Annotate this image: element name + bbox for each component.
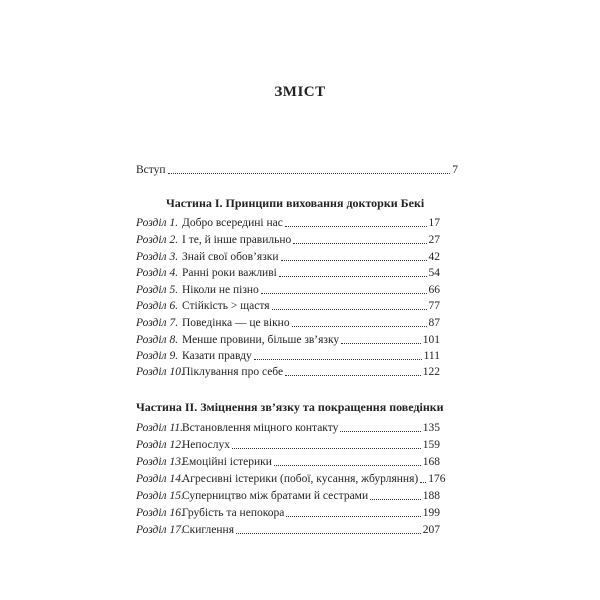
chapter-label: Розділ 9. [136,350,179,362]
chapter-label: Розділ 12. [136,439,184,451]
chapter-title: Менше провини, більше зв’язку [182,334,340,346]
leader-dots [292,326,427,327]
toc-title: Вступ [136,164,166,176]
leader-dots [272,309,427,310]
chapter-page: 77 [428,300,440,312]
chapter-title: Агресивні істерики (побої, кусання, жбурляння) [182,473,419,485]
chapter-label: Розділ 3. [136,251,179,263]
chapter-label: Розділ 13. [136,456,184,468]
chapter-title: Казати правду [182,350,252,362]
chapter-label: Розділ 1. [136,217,179,229]
chapter-page: 207 [422,524,440,536]
toc-chapter [136,522,440,537]
chapter-label: Розділ 7. [136,317,179,329]
chapter-title: Ранні роки важливі [182,267,277,279]
chapter-page: 17 [428,217,440,229]
chapter-label: Розділ 8. [136,334,179,346]
chapter-page: 122 [422,366,440,378]
chapter-page: 87 [428,317,440,329]
leader-dots [254,359,422,360]
toc-chapter [136,332,440,347]
leader-dots [232,448,421,449]
chapter-label: Розділ 2. [136,234,179,246]
chapter-page: 188 [422,490,440,502]
chapter-title: І те, й інше правильно [182,234,292,246]
chapter-title: Знай свої обов’язки [182,251,279,263]
chapter-label: Розділ 5. [136,284,179,296]
toc-chapter [136,232,440,247]
leader-dots [341,343,421,344]
chapter-title: Піклування про себе [182,366,284,378]
toc-chapter [136,298,440,313]
toc-chapter [136,282,440,297]
chapter-title: Грубість та непокора [182,507,285,519]
toc-chapter [136,420,440,435]
toc-page: 7 [452,164,458,176]
toc-chapter [136,364,440,379]
leader-dots [261,293,427,294]
toc-chapter [136,265,440,280]
leader-dots [168,173,451,174]
chapter-page: 159 [422,439,440,451]
chapter-title: Ніколи не пізно [182,284,259,296]
toc-chapter [136,471,446,486]
toc-chapter [136,249,440,264]
leader-dots [293,243,426,244]
chapter-label: Розділ 4. [136,267,179,279]
chapter-page: 199 [422,507,440,519]
leader-dots [420,482,426,483]
chapter-page: 168 [422,456,440,468]
leader-dots [279,276,427,277]
chapter-page: 101 [422,334,440,346]
chapter-label: Розділ 17. [136,524,184,536]
chapter-title: Поведінка — це вікно [182,317,290,329]
chapter-label: Розділ 16. [136,507,184,519]
chapter-title: Емоційні істерики [182,456,272,468]
chapter-title: Стійкість > щастя [182,300,270,312]
chapter-label: Розділ 15. [136,490,184,502]
leader-dots [274,465,421,466]
chapter-page: 176 [428,473,446,485]
leader-dots [281,260,427,261]
toc-intro [136,162,458,177]
chapter-page: 27 [428,234,440,246]
toc-chapter [136,215,440,230]
chapter-page: 42 [428,251,440,263]
chapter-page: 135 [422,422,440,434]
chapter-page: 66 [428,284,440,296]
chapter-title: Суперництво між братами й сестрами [182,490,369,502]
toc-chapter [136,505,440,520]
chapter-label: Розділ 10. [136,366,184,378]
toc-chapter [136,454,440,469]
leader-dots [340,431,420,432]
chapter-title: Добро всередині нас [182,217,283,229]
toc-chapter [136,488,440,503]
chapter-title: Встановлення міцного контакту [182,422,339,434]
leader-dots [285,375,421,376]
chapter-label: Розділ 6. [136,300,179,312]
leader-dots [285,226,427,227]
toc-chapter [136,437,440,452]
chapter-page: 54 [428,267,440,279]
toc-chapter [136,315,440,330]
leader-dots [286,516,420,517]
part-heading: Частина І. Принципи виховання докторки Бекі [166,196,425,210]
chapter-title: Непослух [182,439,230,451]
leader-dots [370,499,421,500]
toc-chapter [136,348,440,363]
page-title: ЗМІСТ [274,84,326,100]
chapter-page: 111 [423,350,440,362]
chapter-label: Розділ 11. [136,422,183,434]
part-heading: Частина ІІ. Зміцнення зв’язку та покращення поведінки [136,400,444,414]
chapter-title: Скиглення [182,524,234,536]
chapter-label: Розділ 14. [136,473,184,485]
leader-dots [236,533,421,534]
